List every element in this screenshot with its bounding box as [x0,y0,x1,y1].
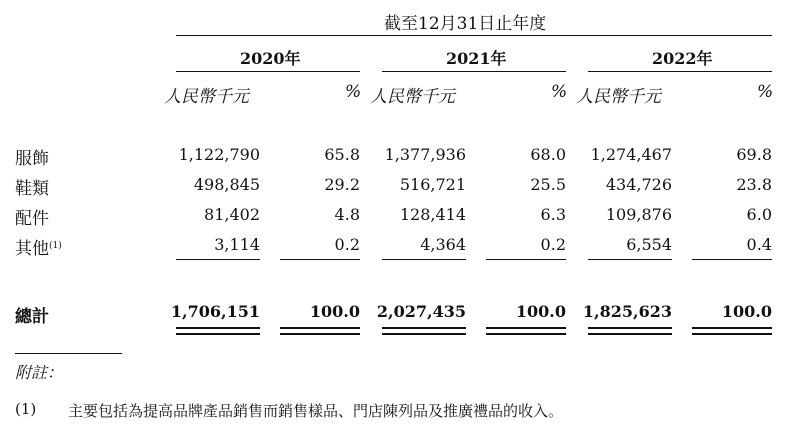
total-double-rule [280,327,360,329]
total-value: 100.0 [721,302,772,321]
year-2020-rule [176,71,360,72]
row-value: 23.8 [736,175,772,194]
total-value: 2,027,435 [376,302,466,321]
total-double-rule [280,333,360,335]
year-2021: 2021年 [446,49,507,68]
total-double-rule [382,333,466,335]
notes-separator [15,353,122,354]
row-value: 69.8 [736,145,772,164]
subtotal-rule-6 [692,259,772,260]
note-text: 主要包括為提高品牌產品銷售而銷售樣品、門店陳列品及推廣禮品的收入。 [68,402,564,420]
subtotal-rule-2 [280,259,360,260]
total-double-rule [176,333,260,335]
row-label [15,204,49,229]
row-label-text: 配件 [15,209,49,229]
row-value: 81,402 [204,205,260,224]
row-value: 0.2 [334,235,360,254]
row-value: 6.0 [746,205,772,224]
row-label [15,234,62,259]
row-value: 25.5 [530,175,566,194]
footnote-ref: (1) [49,241,62,251]
pct-label-2021: % [551,82,568,102]
row-label-text: 服飾 [15,149,49,169]
year-2022: 2022年 [652,49,713,68]
row-value: 0.4 [746,235,772,254]
row-label [15,174,49,199]
row-value: 6.3 [540,205,566,224]
row-value: 4,364 [420,235,466,254]
total-value: 100.0 [309,302,360,321]
period-title-rule [176,35,772,36]
total-double-rule [588,327,672,329]
total-value: 1,706,151 [170,302,260,321]
subtotal-rule-1 [176,259,260,260]
total-double-rule [692,327,772,329]
unit-label-2020: 人民幣千元 [164,87,249,107]
total-double-rule [692,333,772,335]
row-value: 3,114 [214,235,260,254]
total-double-rule [486,333,566,335]
total-label: 總計 [15,307,49,327]
row-value: 498,845 [193,175,260,194]
total-double-rule [486,327,566,329]
row-value: 109,876 [605,205,672,224]
subtotal-rule-4 [486,259,566,260]
row-value: 4.8 [334,205,360,224]
row-value: 65.8 [324,145,360,164]
row-value: 0.2 [540,235,566,254]
row-value: 1,122,790 [178,145,260,164]
row-value: 434,726 [605,175,672,194]
row-label-text: 鞋類 [15,179,49,199]
total-double-rule [382,327,466,329]
year-2021-rule [382,71,566,72]
subtotal-rule-3 [382,259,466,260]
row-value: 29.2 [324,175,360,194]
total-double-rule [176,327,260,329]
total-value: 1,825,623 [582,302,672,321]
row-value: 68.0 [530,145,566,164]
row-value: 516,721 [399,175,466,194]
row-value: 1,274,467 [590,145,672,164]
row-value: 1,377,936 [384,145,466,164]
subtotal-rule-5 [588,259,672,260]
pct-label-2020: % [345,82,362,102]
period-title: 截至12月31日止年度 [384,14,547,34]
total-double-rule [588,333,672,335]
row-label [15,144,49,169]
notes-label: 附註： [15,363,64,382]
row-label-text: 其他 [15,239,49,259]
unit-label-2022: 人民幣千元 [576,87,661,107]
pct-label-2022: % [757,82,774,102]
unit-label-2021: 人民幣千元 [370,87,455,107]
total-value: 100.0 [515,302,566,321]
note-number: (1) [15,400,37,418]
year-2022-rule [588,71,772,72]
year-2020: 2020年 [240,49,301,68]
row-value: 128,414 [399,205,466,224]
row-value: 6,554 [626,235,672,254]
